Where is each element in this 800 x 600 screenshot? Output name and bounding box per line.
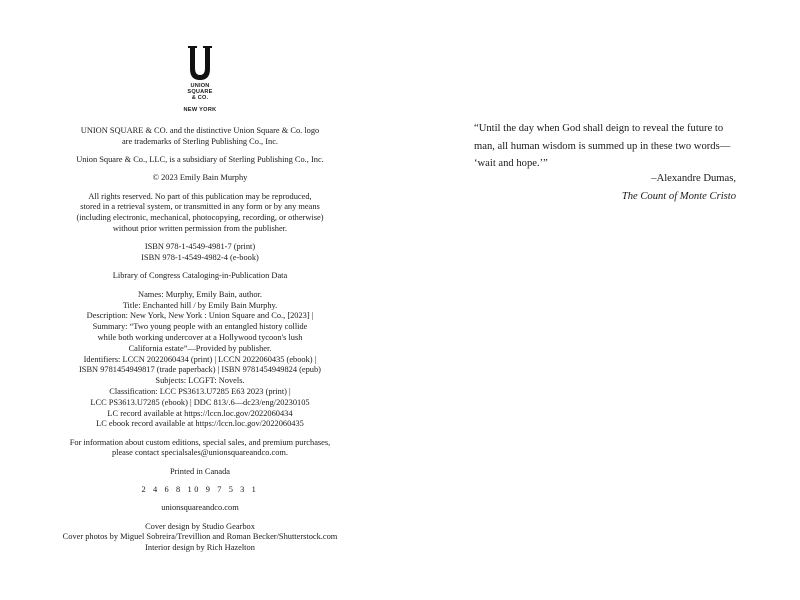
cip-line: Names: Murphy, Emily Bain, author. [138,289,262,299]
cip-line: Summary: “Two young people with an entangled history collide [92,322,308,332]
credit-line: Cover design by Studio Gearbox [145,521,255,531]
copyright-notice [40,173,360,184]
quote-line: “Until the day when God shall deign to reveal the future to [474,123,724,134]
text-line: Printed in Canada [169,466,230,476]
text-line: For information about custom editions, special sales, and premium purchases, [69,437,331,447]
logo-wordmark [170,83,230,102]
website-text: unionsquareandco.com [161,503,239,513]
publisher-website [40,503,360,514]
isbn-print: ISBN 978-1-4549-4981-7 (print) [144,242,256,252]
text-line: All rights reserved. No part of this publication may be reproduced, [88,191,312,201]
union-square-u-mark-icon [185,44,215,82]
epigraph-quote [474,120,774,173]
epigraph-attribution [622,170,736,205]
credit-line: Interior design by Rich Hazelton [145,543,255,553]
cip-line: ISBN 9781454949817 (trade paperback) | ISBN 9781454949824 (epub) [79,365,321,375]
design-credits [40,522,360,554]
credit-line: Cover photos by Miguel Sobreira/Trevillion and Roman Becker/Shutterstock.com [62,532,338,542]
trademark-notice [40,126,360,148]
rights-notice [40,192,360,235]
epigraph-page [400,0,800,600]
text-line: © 2023 Emily Bain Murphy [152,173,248,183]
epigraph-author: –Alexandre Dumas, [651,173,736,184]
cip-data [40,290,360,430]
epigraph [474,120,774,173]
cip-line: California estate”—Provided by publisher. [128,343,272,353]
text-line: Library of Congress Cataloging-in-Publication Data [112,271,288,281]
cip-line: LCC PS3613.U7285 (ebook) | DDC 813/.6—dc23/eng/20230105 [90,397,310,407]
logo-line-1: UNION [190,83,210,89]
cip-line: Description: New York, New York : Union Square and Co., [2023] | [86,311,314,321]
isbn-ebook: ISBN 978-1-4549-4982-4 (e-book) [141,253,259,263]
quote-line: ‘wait and hope.’” [474,158,548,169]
cip-line: while both working undercover at a Hollywood tycoon's lush [97,332,303,342]
cip-heading [40,271,360,282]
printer-key: 2 4 6 8 10 9 7 5 3 1 [141,485,259,495]
text-line: (including electronic, mechanical, photocopying, recording, or otherwise) [76,213,324,223]
cip-line: Identifiers: LCCN 2022060434 (print) | LCCN 2022060435 (ebook) | [83,354,317,364]
printed-location [40,467,360,478]
special-sales-notice [40,438,360,460]
logo-line-2: SQUARE [187,89,213,96]
cip-line: Subjects: LCGFT: Novels. [155,376,245,386]
text-line: stored in a retrieval system, or transmitted in any form or by any means [80,202,320,212]
cip-line: LC ebook record available at https://lccn.loc.gov/2022060435 [96,419,304,429]
text-line: please contact specialsales@unionsquareandco.com. [111,448,289,458]
printing-line [40,485,360,496]
text-line: without prior written permission from the publisher. [112,224,288,234]
text-line: UNION SQUARE & CO. and the distinctive Union Square & Co. logo [80,126,320,135]
isbn-block [40,242,360,264]
text-line: Union Square & Co., LLC, is a subsidiary of Sterling Publishing Co., Inc. [76,155,324,165]
publisher-logo [170,44,230,113]
subsidiary-notice [40,155,360,166]
logo-city: NEW YORK [183,106,217,113]
epigraph-book-title: The Count of Monte Cristo [621,190,736,202]
text-line: are trademarks of Sterling Publishing Co., Inc. [121,136,279,146]
cip-line: Title: Enchanted hill / by Emily Bain Murphy. [122,300,278,310]
copyright-text [40,126,360,562]
quote-line: man, all human wisdom is summed up in these two words— [474,140,731,152]
cip-line: Classification: LCC PS3613.U7285 E63 2023 (print) | [109,386,291,396]
cip-line: LC record available at https://lccn.loc.gov/2022060434 [107,408,293,418]
logo-line-3: & CO. [191,95,209,102]
